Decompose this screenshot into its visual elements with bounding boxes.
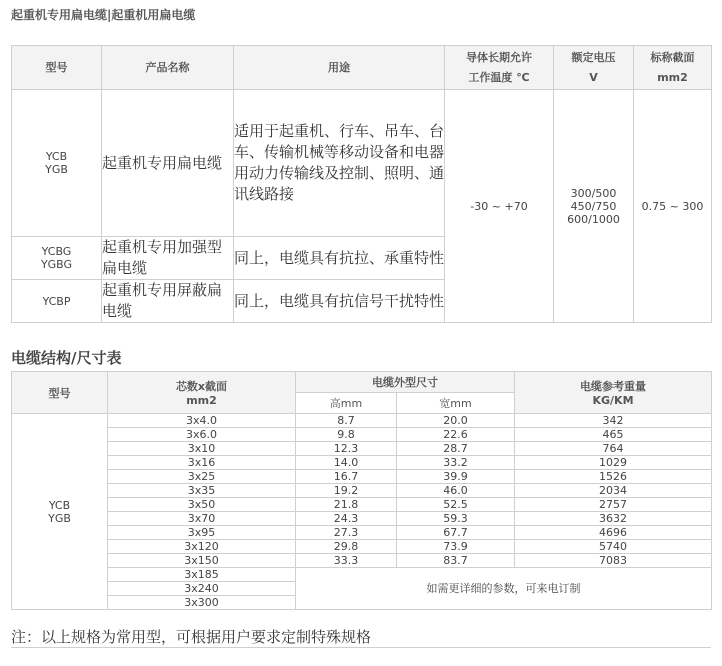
header-height: 高mm [296,393,397,414]
width-cell: 46.0 [397,484,515,498]
spec-cell: 3x120 [108,540,296,554]
table-row [12,456,712,470]
header-weight-line1: 电缆参考重量 [580,380,646,393]
header-voltage-line2: V [589,70,598,84]
height-cell: 27.3 [296,526,397,540]
header-product-name: 产品名称 [102,46,234,90]
spec-cell: 3x240 [108,582,296,596]
table-row [12,428,712,442]
table-row [12,540,712,554]
height-cell: 29.8 [296,540,397,554]
height-cell: 16.7 [296,470,397,484]
weight-cell: 1526 [515,470,712,484]
width-cell: 67.7 [397,526,515,540]
height-cell: 9.8 [296,428,397,442]
table-header-row [12,46,712,90]
spec-cell: 3x35 [108,484,296,498]
contact-note: 如需更详细的参数，可来电订制 [296,568,712,610]
spec-cell: 3x185 [108,568,296,582]
weight-cell: 7083 [515,554,712,568]
section-title: 电缆结构/尺寸表 [11,349,122,367]
spec-cell: 3x300 [108,596,296,610]
weight-cell: 5740 [515,540,712,554]
header-temperature-line2: 工作温度 ℃ [468,70,530,84]
table-row [12,90,712,237]
header-cores-line2: mm2 [186,394,217,407]
table-row [12,414,712,428]
spec-cell: 3x70 [108,512,296,526]
spec-cell: 3x4.0 [108,414,296,428]
header-voltage-line1: 额定电压 [571,50,616,64]
temperature-cell: -30 ~ +70 [445,90,554,323]
spec-cell: 3x6.0 [108,428,296,442]
weight-cell: 342 [515,414,712,428]
model-cell [12,90,102,237]
weight-cell: 3632 [515,512,712,526]
weight-cell: 465 [515,428,712,442]
spec-cell: 3x25 [108,470,296,484]
spec-cell: 3x50 [108,498,296,512]
weight-cell: 1029 [515,456,712,470]
width-cell: 73.9 [397,540,515,554]
height-cell: 33.3 [296,554,397,568]
header-model: 型号 [12,46,102,90]
height-cell: 14.0 [296,456,397,470]
model-line: YGBG [40,258,73,271]
width-cell: 20.0 [397,414,515,428]
width-cell: 28.7 [397,442,515,456]
usage-cell: 适用于起重机、行车、吊车、台车、传输机械等移动设备和电器用动力传输线及控制、照明、通讯线路接 [234,90,445,237]
header-temperature-line1: 导体长期允许 [466,50,532,64]
height-cell: 19.2 [296,484,397,498]
model-cell [12,237,102,280]
weight-cell: 764 [515,442,712,456]
header-outer-size: 电缆外型尺寸 [296,372,515,393]
weight-cell: 2757 [515,498,712,512]
model-line: YCB [48,498,71,512]
spec-cell: 3x16 [108,456,296,470]
footnote: 注：以上规格为常用型，可根据用户要求定制特殊规格 [11,628,372,646]
width-cell: 39.9 [397,470,515,484]
model-line: YCB [45,150,68,163]
header-weight-line2: KG/KM [592,394,634,407]
header-section-line2: mm2 [657,70,688,84]
header-section-line1: 标称截面 [650,50,695,64]
weight-cell: 2034 [515,484,712,498]
header-weight [515,372,712,414]
header-model: 型号 [12,372,108,414]
height-cell: 21.8 [296,498,397,512]
spec-cell: 3x95 [108,526,296,540]
width-cell: 52.5 [397,498,515,512]
table-row [12,512,712,526]
model-cell [12,414,108,610]
table-row [12,470,712,484]
dimension-table [11,371,712,610]
table-row [12,498,712,512]
usage-cell: 同上，电缆具有抗信号干扰特性 [234,280,445,323]
header-cores [108,372,296,414]
header-voltage [554,46,634,90]
header-cores-line1: 芯数x截面 [175,380,228,393]
model-line: YCBG [41,245,72,258]
header-temperature [445,46,554,90]
divider [11,647,711,648]
table-row [12,484,712,498]
width-cell: 33.2 [397,456,515,470]
voltage-cell [554,90,634,323]
model-line: YGB [45,163,68,176]
table-row [12,526,712,540]
header-width: 宽mm [397,393,515,414]
voltage-value: 600/1000 [567,212,620,226]
voltage-value: 450/750 [570,199,617,213]
width-cell: 22.6 [397,428,515,442]
voltage-value: 300/500 [570,186,617,200]
table-row [12,554,712,568]
usage-cell: 同上，电缆具有抗拉、承重特性 [234,237,445,280]
section-cell: 0.75 ~ 300 [634,90,712,323]
width-cell: 59.3 [397,512,515,526]
weight-cell: 4696 [515,526,712,540]
product-name-cell: 起重机专用扁电缆 [102,90,234,237]
table-header-row [12,372,712,393]
height-cell: 12.3 [296,442,397,456]
table-row [12,568,712,582]
header-usage: 用途 [234,46,445,90]
product-name-cell: 起重机专用屏蔽扁电缆 [102,280,234,323]
table-row [12,442,712,456]
model-line: YGB [48,511,71,525]
header-section [634,46,712,90]
spec-cell: 3x10 [108,442,296,456]
spec-cell: 3x150 [108,554,296,568]
height-cell: 24.3 [296,512,397,526]
product-name-cell: 起重机专用加强型扁电缆 [102,237,234,280]
product-spec-table [11,45,712,323]
model-cell: YCBP [12,280,102,323]
width-cell: 83.7 [397,554,515,568]
height-cell: 8.7 [296,414,397,428]
page-title: 起重机专用扁电缆|起重机用扁电缆 [11,8,196,22]
